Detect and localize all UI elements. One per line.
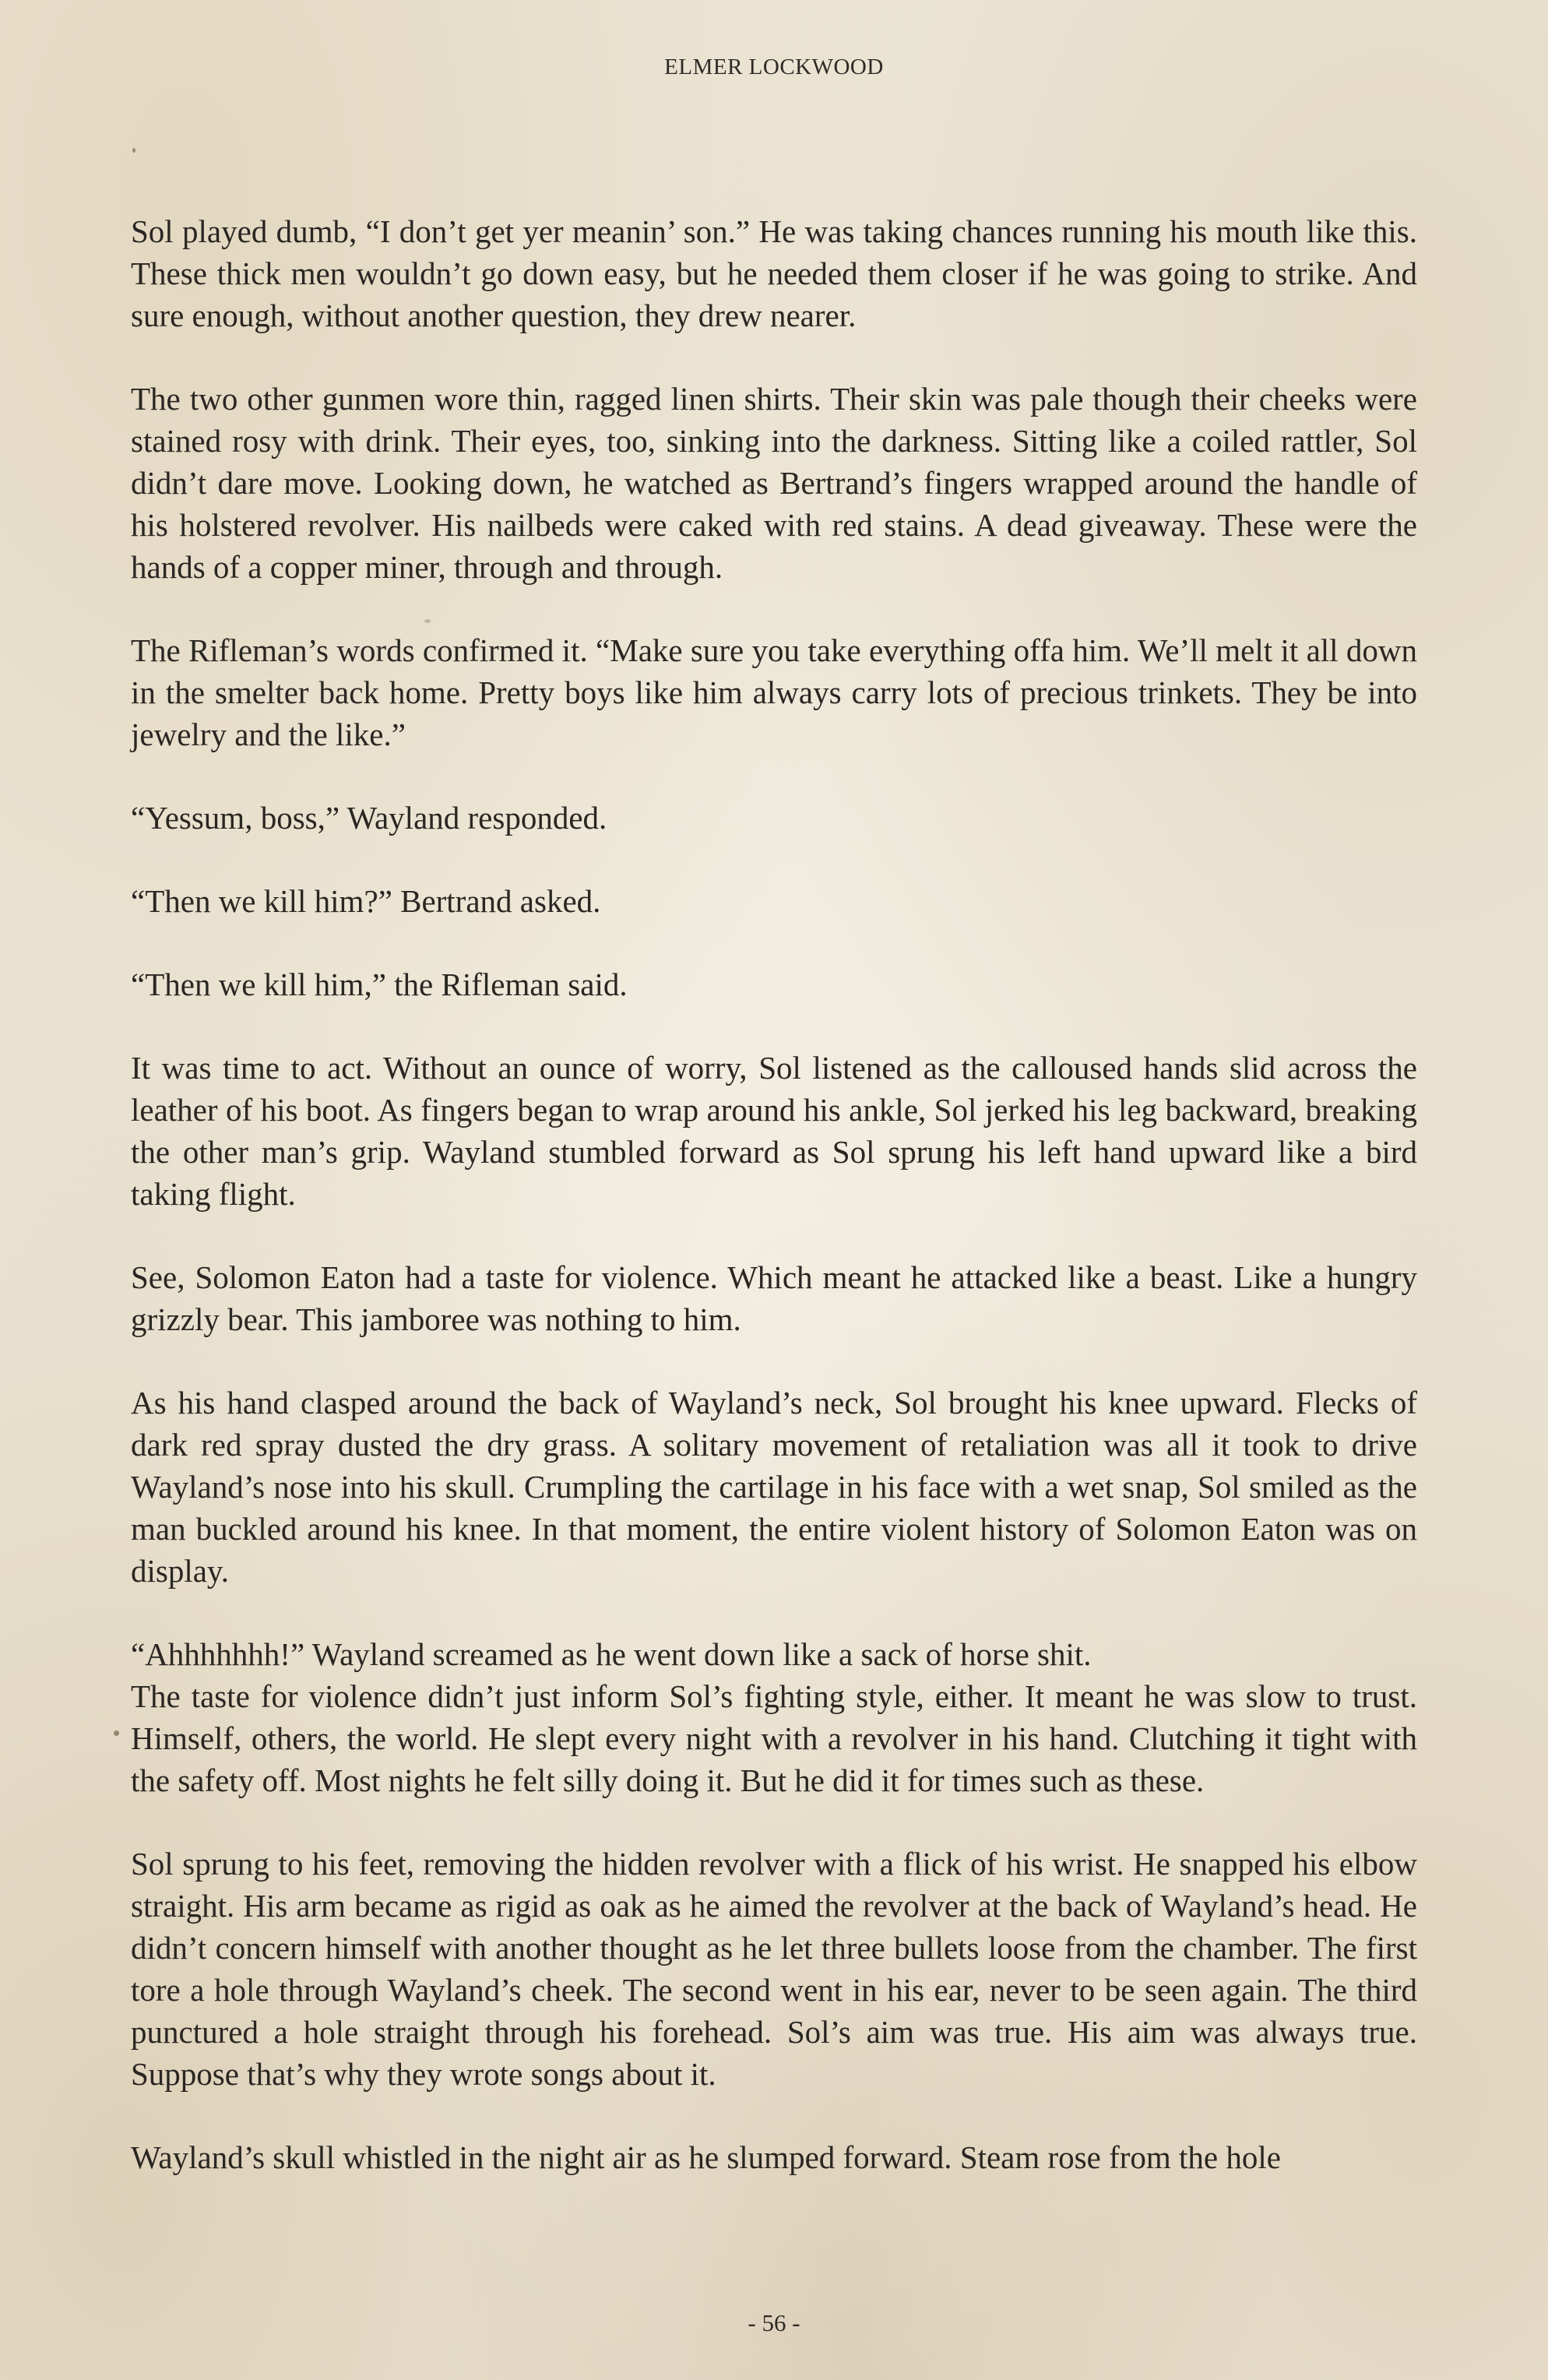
paper-speck: [424, 619, 431, 623]
paragraph: Wayland’s skull whistled in the night air as he slumped forward. Steam rose from the hole: [131, 2139, 1281, 2175]
paper-speck: [114, 1730, 119, 1736]
paragraph: The two other gunmen wore thin, ragged linen shirts. Their skin was pale though their cheeks were stained rosy with drink. Their eyes, too, sinking into the darkness. Sitting like a coiled rattler, Sol didn’t dare move. Looking down, he watched as Bertrand’s fingers wrapped around the handle of his holstered revolver. His nailbeds were caked with red stains. A dead giveaway. These were the hands of a copper miner, through and through.: [131, 381, 1417, 585]
paragraph: “Ahhhhhhh!” Wayland screamed as he went down like a sack of horse shit.: [131, 1636, 1092, 1672]
paragraph: The Rifleman’s words confirmed it. “Make sure you take everything offa him. We’ll melt it all down in the smelter back home. Pretty boys like him always carry lots of precious trinkets. They be into jewelry and the like.”: [131, 632, 1417, 752]
page-number: - 56 -: [748, 2309, 800, 2336]
paragraph: It was time to act. Without an ounce of worry, Sol listened as the calloused hands slid across the leather of his boot. As fingers began to wrap around his ankle, Sol jerked his leg backward, breaking the other man’s grip. Wayland stumbled forward as Sol sprung his left hand upward like a bird taking flight.: [131, 1050, 1417, 1212]
body-text: [131, 210, 1417, 2220]
paragraph: “Then we kill him?” Bertrand asked.: [131, 883, 601, 919]
paragraph: Sol played dumb, “I don’t get yer meanin’ son.” He was taking chances running his mouth like this. These thick men wouldn’t go down easy, but he needed them closer if he was going to strike. And sure enough, without another question, they drew nearer.: [131, 213, 1417, 333]
paper-speck: [132, 148, 135, 153]
paragraph: Sol sprung to his feet, removing the hidden revolver with a flick of his wrist. He snapped his elbow straight. His arm became as rigid as oak as he aimed the revolver at the back of Wayland’s head. He didn’t concern himself with another thought as he let three bullets loose from the chamber. The first tore a hole through Wayland’s cheek. The second went in his ear, never to be seen again. The third punctured a hole straight through his forehead. Sol’s aim was true. His aim was always true. Suppose that’s why they wrote songs about it.: [131, 1846, 1417, 2092]
running-header-author: ELMER LOCKWOOD: [664, 55, 884, 79]
paragraph: “Then we kill him,” the Rifleman said.: [131, 966, 628, 1002]
paragraph: The taste for violence didn’t just inform Sol’s fighting style, either. It meant he was slow to trust. Himself, others, the world. He slept every night with a revolver in his hand. Clutching it tight with the safety off. Most nights he felt silly doing it. But he did it for times such as these.: [131, 1678, 1417, 1798]
paragraph: As his hand clasped around the back of Wayland’s neck, Sol brought his knee upward. Flecks of dark red spray dusted the dry grass. A solitary movement of retaliation was all it took to drive Wayland’s nose into his skull. Crumpling the cartilage in his face with a wet snap, Sol smiled as the man buckled around his knee. In that moment, the entire violent history of Solomon Eaton was on display.: [131, 1385, 1417, 1589]
paragraph: “Yessum, boss,” Wayland responded.: [131, 800, 607, 836]
paragraph: See, Solomon Eaton had a taste for violence. Which meant he attacked like a beast. Like a hungry grizzly bear. This jamboree was nothing to him.: [131, 1259, 1417, 1337]
